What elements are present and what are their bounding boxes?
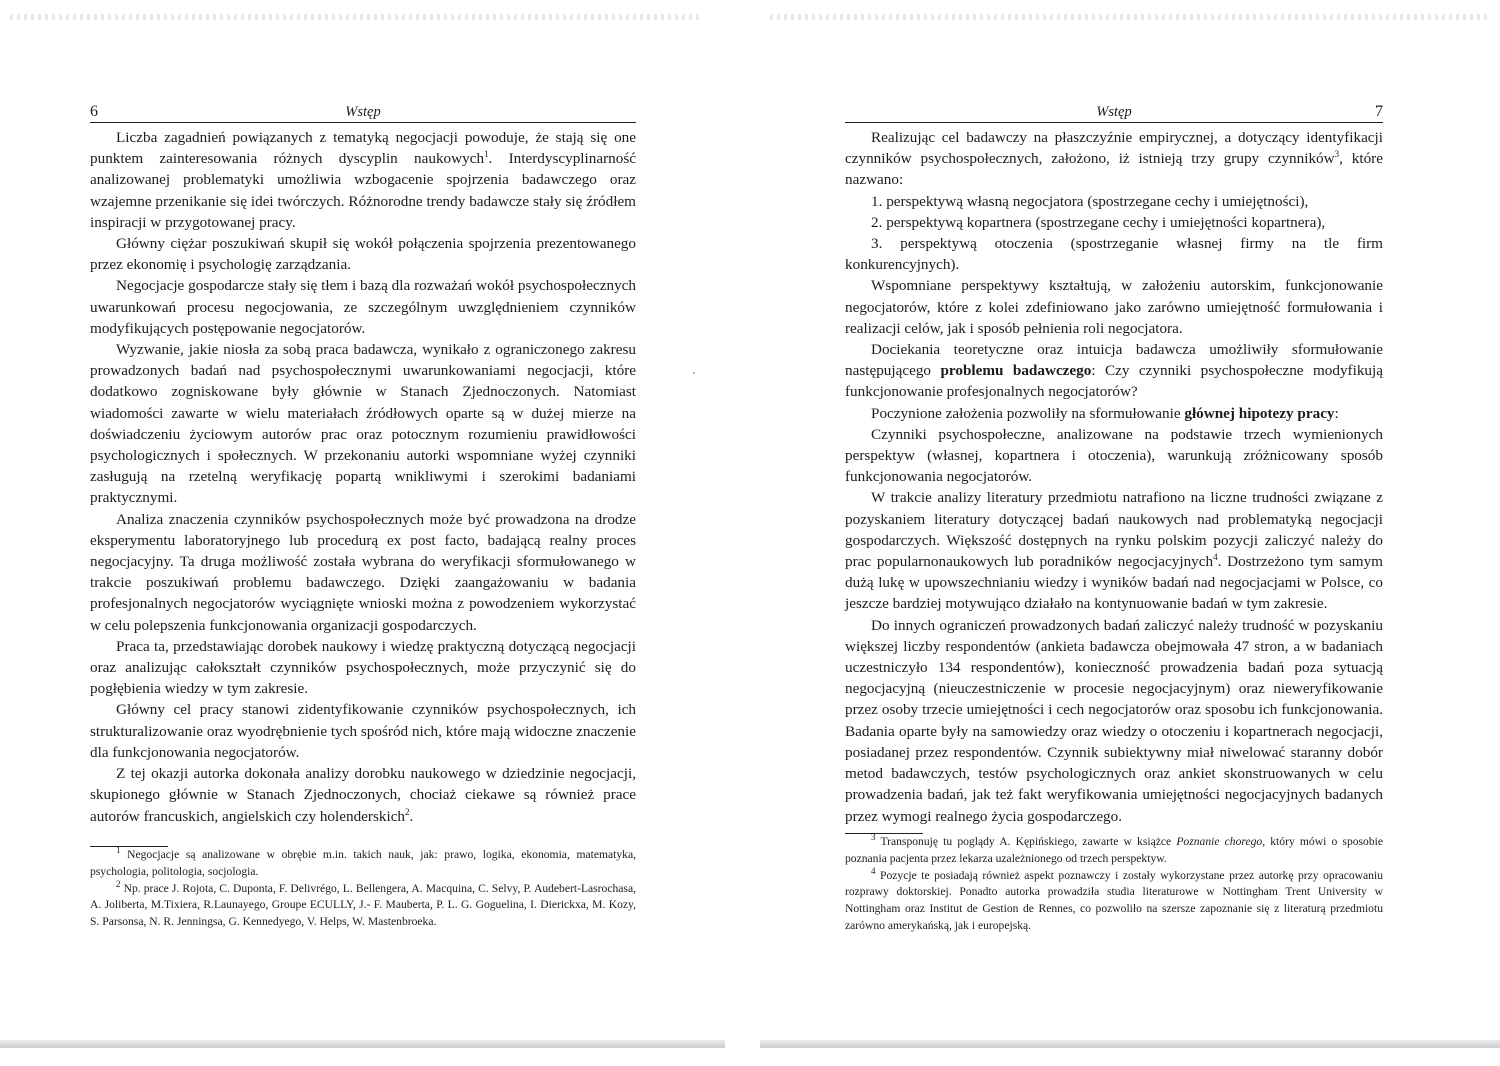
paragraph: Wspomniane perspektywy kształtują, w założeniu autorskim, funkcjonowanie negocjatorów, które z kolei zdefiniowano jako zarówno umiejętność formułowania i realizacji celów, jak i sposób pełnienia roli negocjatora. (845, 277, 1383, 337)
paragraph (845, 339, 1383, 403)
paragraph-text: W trakcie analizy literatury przedmiotu natrafiono na liczne trudności związane z pozyskaniem literatury dotyczącej badań naukowych nad problematyką negocjacji gospodarczych. Większość dostępnych na rynku polskim pozycji zaliczyć należy do prac popularnonaukowych lub poradników negocjacyjnych (845, 489, 1383, 571)
footnote-3 (845, 834, 1383, 868)
paragraph: Analiza znaczenia czynników psychospołecznych może być prowadzona na drodze eksperymentu laboratoryjnego lub procedurą ex post facto, badającą realny proces negocjacyjny. Ta druga możliwość została wybrana do weryfikacji sformułowanego w trakcie poszukiwań problemu badawczego. Dzięki zaangażowaniu w badania profesjonalnych negocjatorów wyciągnięte wnioski można z powodzeniem wykorzystać w celu polepszenia funkcjonowania organizacji gospodarczych. (90, 510, 636, 634)
footnote-marker: 4 (871, 865, 876, 876)
bold-term: problemu badawczego (940, 362, 1092, 380)
list-item: 2. perspektywą kopartnera (spostrzegane cechy i umiejętności kopartnera), (871, 213, 1326, 231)
scan-edge-bottom-right (760, 1040, 1500, 1048)
paragraph: Praca ta, przedstawiając dorobek naukowy i wiedzę praktyczną dotyczącą negocjacji oraz analizując całokształt czynników psychospołecznych, może przyczynić się do pogłębienia wiedzy w tym zakresie. (90, 637, 636, 698)
footnotes-right (845, 833, 1383, 935)
footnote-marker: 2 (116, 878, 121, 889)
right-page (845, 100, 1384, 932)
paragraph: Główny cel pracy stanowi zidentyfikowanie czynników psychospołecznych, ich strukturalizowanie oraz wyodrębnienie tych spośród nich, które mają widoczne znaczenie dla funkcjonowania negocjatorów. (90, 701, 636, 761)
paragraph-text: Dociekania teoretyczne oraz intuicja badawcza umożliwiły sformułowanie następującego (845, 341, 1383, 380)
running-head-left (90, 100, 636, 123)
footnote-ref[interactable]: 3 (1334, 149, 1340, 160)
footnote-2 (90, 878, 636, 931)
right-page-body (845, 127, 1383, 827)
paragraph-text: , które nazwano: (845, 150, 1383, 189)
page-number-right: 7 (1375, 103, 1383, 120)
footnote-text: , który mówi o sposobie poznania pacjenta przez lekarza uzależnionego od trzech perspektyw. (845, 835, 1384, 865)
footnote-text: Pozycje te posiadają również aspekt poznawczy i zostały wykorzystane przez autorkę przy opracowaniu rozprawy doktorskiej. Ponadto autorka prowadziła studia literaturowe w Nottingham Trent University w Nottingham oraz Institut de Gestion de Rennes, co pozwoliło na szersze zapoznanie się z literaturą przedmiotu zarówno amerykańską, jak i europejską. (845, 868, 1383, 932)
footnote-ref[interactable]: 2 (405, 806, 410, 817)
footnote-marker: 3 (871, 832, 876, 843)
footnote-1 (90, 847, 636, 881)
scan-edge-bottom-left (0, 1040, 725, 1048)
footnote-text: Negocjacje są analizowane w obrębie m.in. takich nauk, jak: prawo, logika, ekonomia, matematyka, psychologia, politologia, socjologia. (90, 848, 636, 878)
left-page (90, 100, 636, 929)
running-head-right (845, 100, 1383, 123)
footnote-marker: 1 (116, 845, 121, 856)
paragraph-text: Poczynione założenia pozwoliły na sformułowanie (871, 404, 1185, 422)
gutter-mark (693, 372, 695, 374)
paragraph-text: . Interdyscyplinarność analizowanej problematyki umożliwia wzbogacenie spojrzenia badawczego oraz wzajemne przenikanie się idei twórczych. Różnorodne trendy badawcze stały się źródłem inspiracji w przygotowanej pracy. (90, 150, 636, 231)
scan-edge-top-right (770, 14, 1490, 20)
paragraph: Główny ciężar poszukiwań skupił się wokół połączenia spojrzenia prezentowanego przez ekonomię i psychologię zarządzania. (90, 235, 636, 274)
paragraph: Czynniki psychospołeczne, analizowane na podstawie trzech wymienionych perspektyw (własnej, kopartnera i otoczenia), warunkują zróżnicowany sposób funkcjonowania negocjatorów. (845, 425, 1383, 486)
footnote-ref[interactable]: 4 (1213, 552, 1218, 562)
footnote-text: Transponuję tu poglądy A. Kępińskiego, zawarte w książce (875, 835, 1177, 848)
bold-term: głównej hipotezy pracy (1184, 404, 1335, 422)
paragraph-text: : (1334, 404, 1339, 422)
paragraph-text: . (409, 807, 414, 825)
footnote-4 (845, 865, 1383, 935)
book-title: Poznanie chorego (1176, 835, 1263, 848)
paragraph-text: . Dostrzeżono tym samym dużą lukę w upowszechnianiu wiedzy i wyników badań nad negocjacjami w Polsce, co jeszcze bardziej motywująco działało na kontynuowanie badań w tym zakresie. (845, 553, 1383, 613)
footnote-ref[interactable]: 1 (484, 149, 489, 160)
running-head-title-right: Wstęp (1096, 104, 1132, 120)
paragraph-text: Z tej okazji autorka dokonała analizy dorobku naukowego w dziedzinie negocjacji, skupionego głównie w Stanach Zjednoczonych, chociaż ciekawe są również prace autorów francuskich, angielskich czy holenderskich (90, 765, 636, 825)
paragraph (90, 763, 636, 827)
paragraph (845, 403, 1383, 424)
list-item: 1. perspektywą własną negocjatora (spostrzegane cechy i umiejętności), (871, 192, 1309, 210)
list-item: 3. perspektywą otoczenia (spostrzeganie własnej firmy na tle firm konkurencyjnych). (845, 235, 1383, 274)
footnotes-left (90, 846, 636, 931)
paragraph: Wyzwanie, jakie niosła za sobą praca badawcza, wynikało z ograniczonego zakresu prowadzonych badań nad psychospołecznymi uwarunkowaniami negocjacji, które dodatkowo zogniskowane były głównie w Stanach Zjednoczonych. Natomiast wiadomości zawarte w wielu materiałach źródłowych oparte są w dużej mierze na doświadczeniu życiowym autorów prac oraz potocznym rozumieniu prawidłowości psychologicznych i społecznych. W przekonaniu autorki wspomniane wyżej czynniki zasługują na rzetelną weryfikację popartą wnikliwymi i szerokimi badaniami praktycznymi. (90, 341, 636, 507)
page-number-left: 6 (90, 103, 98, 120)
running-head-title-left: Wstęp (345, 104, 381, 120)
paragraph: Do innych ograniczeń prowadzonych badań zaliczyć należy trudność w pozyskaniu większej liczby respondentów (ankieta badawcza obejmowała 47 stron, a w badaniach uczestniczyło 134 respondentów), konieczność prowadzenia badań poza sytuacją negocjacyjną (nieuczestniczenie w procesie negocjacyjnym) oraz nieweryfikowanie przez osoby trzecie umiejętności i cech negocjatorów oraz sposobu ich funkcjonowania. Badania oparte były na samowiedzy oraz wiedzy o otoczeniu i kopartnerach negocjacji, posiadanej przez respondentów. Czynnik subiektywny miał niwelować staranny dobór metod badawczych, testów psychologicznych oraz ankiet skonstruowanych w celu prowadzenia badań, jak też fakt weryfikowania umiejętności negocjacyjnych badanych przez wymogi realnego życia gospodarczego. (845, 616, 1383, 825)
scan-edge-top-left (10, 14, 700, 20)
footnote-text: Np. prace J. Rojota, C. Duponta, F. Delivrégo, L. Bellengera, A. Macquina, C. Selvy, P. Audebert-Lasrochasa, A. Joliberta, M.Tixiera, R.Launayego, Groupe ECULLY, J.- F. Mauberta, P. L. G. Goguelina, I. Dierickxa, M. Kozy, S. Parsonsa, N. R. Jenningsa, G. Kennedyego, V. Helps, W. Mastenbroeka. (90, 881, 636, 929)
paragraph-text: Realizując cel badawczy na płaszczyźnie empirycznej, a dotyczący identyfikacji czynników psychospołecznych, założono, iż istnieją trzy grupy czynników (845, 129, 1383, 168)
paragraph (90, 127, 636, 233)
paragraph (845, 487, 1383, 614)
paragraph (845, 127, 1383, 191)
paragraph-text: Liczba zagadnień powiązanych z tematyką negocjacji powoduje, że stają się one punktem zainteresowania różnych dyscyplin naukowych (90, 129, 636, 168)
paragraph: Negocjacje gospodarcze stały się tłem i bazą dla rozważań wokół psychospołecznych uwarunkowań procesu negocjowania, ze szczególnym uwzględnieniem czynników modyfikujących postępowanie negocjatorów. (90, 277, 636, 337)
left-page-body (90, 127, 636, 827)
paragraph-text: : Czy czynniki psychospołeczne modyfikują funkcjonowanie profesjonalnych negocjatorów? (845, 362, 1383, 401)
